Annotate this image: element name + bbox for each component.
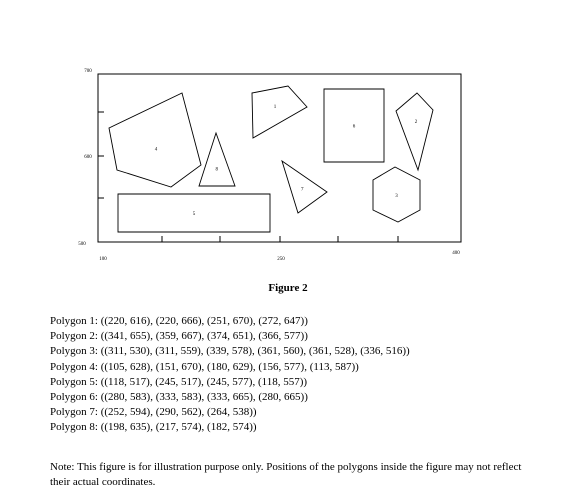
poly-4-label: 4 bbox=[154, 147, 158, 153]
poly-8 bbox=[199, 133, 235, 186]
poly-7-label: 7 bbox=[301, 187, 304, 193]
polygon-coordinates-4: Polygon 4: ((105, 628), (151, 670), (180, 629), (156, 577), (113, 587)) bbox=[50, 360, 359, 373]
y-tick-label-600: 600 bbox=[84, 155, 92, 160]
polygon-shapes bbox=[109, 86, 433, 232]
polygon-coordinates-7: Polygon 7: ((252, 594), (290, 562), (264, 538)) bbox=[50, 406, 257, 419]
polygon-coordinates-2: Polygon 2: ((341, 655), (359, 667), (374, 651), (366, 577)) bbox=[50, 330, 308, 343]
figure-note: Note: This figure is for illustration purpose only. Positions of the polygons inside the figure may not reflect their actual coordinates. bbox=[50, 461, 522, 488]
poly-1-label: 1 bbox=[273, 105, 277, 110]
poly-7 bbox=[282, 161, 327, 213]
poly-2-label: 2 bbox=[414, 120, 418, 125]
poly-2 bbox=[396, 93, 433, 170]
poly-4 bbox=[109, 93, 201, 187]
x-tick-label-100: 100 bbox=[99, 257, 107, 262]
poly-8-label: 8 bbox=[215, 167, 218, 173]
polygon-coordinates-8: Polygon 8: ((198, 635), (217, 574), (182, 574)) bbox=[50, 421, 257, 434]
poly-6-label: 6 bbox=[352, 124, 356, 130]
poly-5-label: 5 bbox=[192, 212, 196, 217]
plot-frame bbox=[98, 74, 461, 242]
y-tick-label-500: 500 bbox=[78, 242, 86, 247]
polygon-coordinates-5: Polygon 5: ((118, 517), (245, 517), (245, 577), (118, 557)) bbox=[50, 375, 308, 388]
polygon-coordinates-1: Polygon 1: ((220, 616), (220, 666), (251, 670), (272, 647)) bbox=[50, 315, 308, 327]
y-tick-label-700: 700 bbox=[84, 69, 92, 74]
poly-1 bbox=[252, 86, 307, 138]
figure-caption: Figure 2 bbox=[268, 282, 308, 294]
polygon-coordinates-6: Polygon 6: ((280, 583), (333, 583), (333, 665), (280, 665)) bbox=[50, 391, 308, 404]
polygon-coordinate-list bbox=[50, 314, 410, 436]
poly-3-label: 3 bbox=[395, 193, 398, 199]
x-tick-label-400: 400 bbox=[452, 251, 460, 256]
polygon-coordinates-3: Polygon 3: ((311, 530), (311, 559), (339, 578), (361, 560), (361, 528), (336, 516)) bbox=[50, 345, 410, 358]
x-tick-label-250: 250 bbox=[277, 257, 285, 262]
